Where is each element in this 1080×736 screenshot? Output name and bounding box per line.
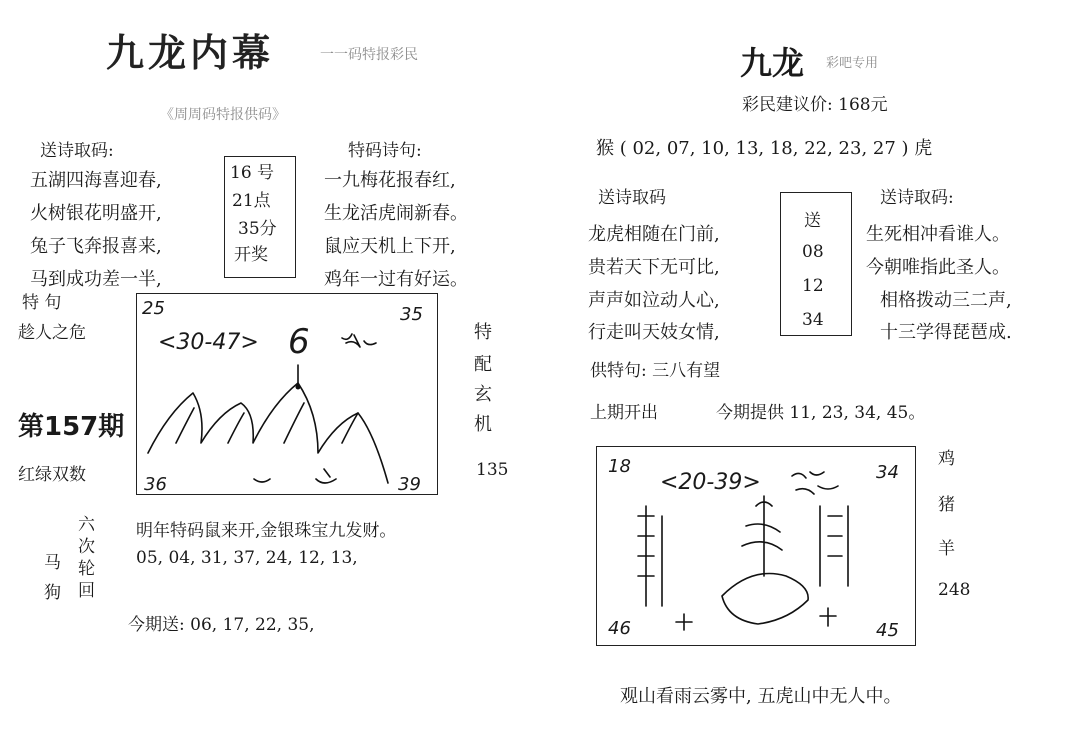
left-poem-right-label: 特码诗句:	[348, 141, 422, 161]
right-title: 九龙	[740, 44, 805, 82]
right-poem-right-label: 送诗取码:	[880, 188, 954, 208]
right-sketch-num-tr: 34	[876, 462, 899, 483]
right-send-box-line: 08	[802, 242, 824, 262]
left-side-vertical: 玄	[474, 384, 492, 405]
right-side-animal: 羊	[938, 539, 955, 559]
left-mountain-drawing	[136, 293, 436, 493]
left-sketch-num-bl: 36	[144, 474, 167, 495]
right-poem-left-line: 行走叫天妓女情,	[588, 322, 720, 343]
left-sketch-num-tl: 25	[142, 298, 165, 319]
left-poem-left-line: 马到成功差一半,	[30, 269, 162, 290]
left-side-number: 135	[476, 460, 509, 480]
left-red-green: 红绿双数	[18, 465, 86, 485]
left-bracket-note: 《周周码特报供码》	[160, 107, 286, 123]
right-send-box-line: 12	[802, 276, 824, 296]
left-poem-right-line: 鸡年一过有好运。	[324, 269, 468, 290]
left-sketch-range: <30-47>	[158, 330, 259, 355]
left-poem-left-line: 火树银花明盛开,	[30, 203, 162, 224]
left-poem-left-label: 送诗取码:	[40, 141, 114, 161]
left-vertical-tag: 次	[78, 537, 95, 557]
right-poem-right-line: 相格拨动三二声,	[880, 290, 1012, 311]
right-poem-right-line: 十三学得琵琶成.	[880, 322, 1012, 343]
left-sketch-num-tr: 35	[400, 304, 423, 325]
right-flower-drawing	[596, 446, 914, 644]
left-poem-right-line: 鼠应天机上下开,	[324, 236, 456, 257]
right-numbers-row: 猴 ( 02, 07, 10, 13, 18, 22, 23, 27 ) 虎	[596, 138, 933, 159]
left-time-box-line: 21点	[232, 191, 271, 211]
left-poem-left-line: 兔子飞奔报喜来,	[30, 236, 162, 257]
right-this-period: 今期提供 11, 23, 34, 45。	[716, 403, 926, 423]
left-year-verse: 明年特码鼠来开,金银珠宝九发财。	[136, 521, 397, 541]
right-sketch-num-bl: 46	[608, 618, 631, 639]
left-time-box-line: 35分	[238, 219, 277, 239]
right-sketch-num-br: 45	[876, 620, 899, 641]
right-special-sentence: 供特句: 三八有望	[590, 361, 721, 381]
right-side-animal: 鸡	[938, 449, 955, 469]
left-today-send: 今期送: 06, 17, 22, 35,	[128, 615, 315, 635]
right-title-faint: 彩吧专用	[826, 56, 879, 71]
left-side-vertical: 机	[474, 414, 492, 435]
left-special-label: 特 句	[22, 293, 62, 313]
left-poem-left-line: 五湖四海喜迎春,	[30, 170, 162, 191]
left-subtitle: 一一码特报彩民	[320, 47, 418, 63]
right-send-box-line: 34	[802, 310, 824, 330]
left-number-list: 05, 04, 31, 37, 24, 12, 13,	[136, 548, 358, 568]
left-title: 九龙内幕	[106, 30, 275, 75]
left-time-box-line: 开奖	[234, 245, 268, 265]
right-poem-left-line: 声声如泣动人心,	[588, 290, 720, 311]
left-animal: 马	[44, 553, 61, 573]
left-vertical-tag: 六	[78, 515, 95, 535]
right-side-animal: 猪	[938, 495, 955, 515]
left-sketch-num-br: 39	[398, 474, 421, 495]
left-sketch-number: 6	[288, 322, 310, 362]
left-poem-right-line: 一九梅花报春红,	[324, 170, 456, 191]
right-send-box-line: 送	[804, 211, 821, 231]
right-poem-left-label: 送诗取码	[598, 188, 666, 208]
left-side-vertical: 配	[474, 354, 492, 375]
left-time-box-line: 16 号	[230, 163, 275, 183]
right-poem-right-line: 生死相冲看谁人。	[866, 224, 1010, 245]
left-animal: 狗	[44, 583, 61, 603]
left-vertical-tag: 轮	[78, 559, 95, 579]
right-sketch-range: <20-39>	[660, 470, 761, 495]
left-poem-right-line: 生龙活虎闹新春。	[324, 203, 468, 224]
right-suggested-price: 彩民建议价: 168元	[742, 95, 888, 115]
right-last-open: 上期开出	[590, 403, 658, 423]
left-special-text: 趁人之危	[18, 323, 86, 343]
right-sketch-num-tl: 18	[608, 456, 631, 477]
left-issue: 第157期	[18, 412, 125, 442]
right-poem-right-line: 今朝唯指此圣人。	[866, 257, 1010, 278]
right-poem-left-line: 龙虎相随在门前,	[588, 224, 720, 245]
right-poem-left-line: 贵若天下无可比,	[588, 257, 720, 278]
right-bottom-verse: 观山看雨云雾中, 五虎山中无人中。	[620, 686, 902, 707]
left-side-vertical: 特	[474, 322, 492, 343]
left-vertical-tag: 回	[78, 581, 95, 601]
right-side-number: 248	[938, 580, 971, 600]
